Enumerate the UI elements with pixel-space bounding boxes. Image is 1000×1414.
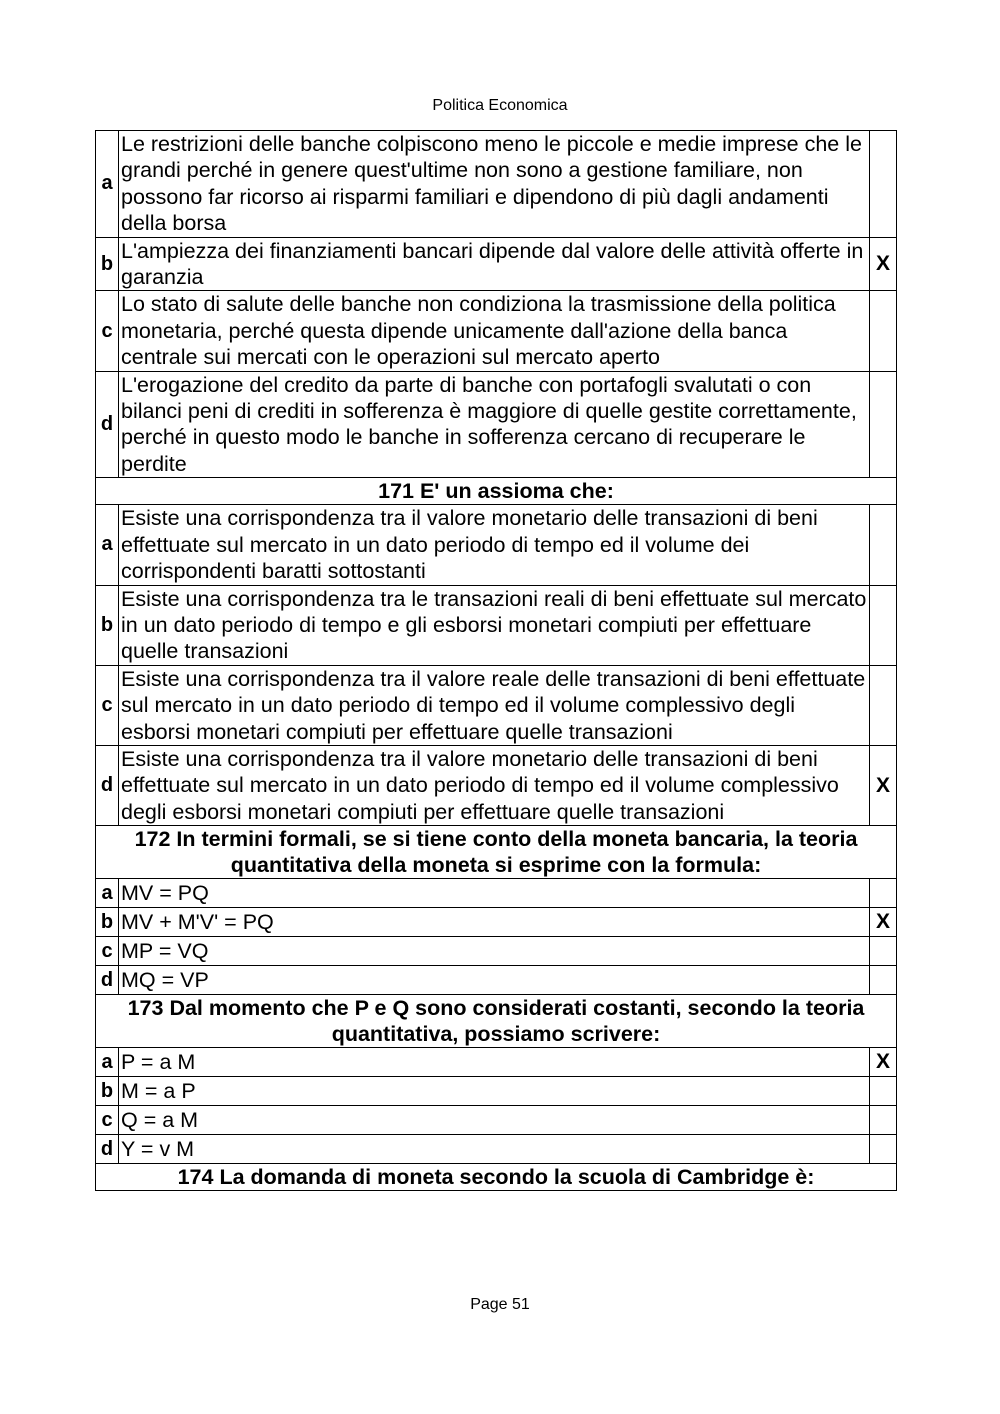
answer-row — [96, 1077, 897, 1106]
answer-letter: b — [96, 585, 119, 665]
correct-answer-mark — [870, 1135, 897, 1164]
answer-row — [96, 937, 897, 966]
correct-answer-mark — [870, 505, 897, 585]
question-row — [96, 478, 897, 505]
answer-text: Esiste una corrispondenza tra le transazioni reali di beni effettuate sul mercato in un dato periodo di tempo e gli esborsi monetari compiuti per effettuare quelle transazioni — [119, 585, 870, 665]
question-row — [96, 1164, 897, 1191]
answer-letter: d — [96, 966, 119, 995]
answer-text: MQ = VP — [119, 966, 870, 995]
answer-text: M = a P — [119, 1077, 870, 1106]
correct-answer-mark: X — [870, 1048, 897, 1077]
answer-letter: b — [96, 1077, 119, 1106]
answer-letter: c — [96, 937, 119, 966]
answer-row — [96, 131, 897, 238]
answer-row — [96, 665, 897, 745]
question-row — [96, 995, 897, 1048]
answer-text: Esiste una corrispondenza tra il valore reale delle transazioni di beni effettuate sul mercato in un dato periodo di tempo ed il volume complessivo degli esborsi monetari compiuti per effettuare quelle transazioni — [119, 665, 870, 745]
correct-answer-mark — [870, 291, 897, 371]
answer-row — [96, 1048, 897, 1077]
correct-answer-mark: X — [870, 908, 897, 937]
answer-row — [96, 371, 897, 478]
answer-row — [96, 879, 897, 908]
correct-answer-mark — [870, 879, 897, 908]
quiz-table — [95, 130, 897, 1191]
answer-row — [96, 1106, 897, 1135]
answer-text: L'erogazione del credito da parte di banche con portafogli svalutati o con bilanci peni di crediti in sofferenza è maggiore di quelle gestite correttamente, perché in questo modo le banche in sofferenza cercano di recuperare le perdite — [119, 371, 870, 478]
answer-letter: a — [96, 131, 119, 238]
answer-letter: b — [96, 237, 119, 291]
answer-row — [96, 237, 897, 291]
correct-answer-mark — [870, 966, 897, 995]
question-text: 173 Dal momento che P e Q sono considerati costanti, secondo la teoria quantitativa, possiamo scrivere: — [96, 995, 897, 1048]
correct-answer-mark — [870, 585, 897, 665]
answer-row — [96, 966, 897, 995]
answer-row — [96, 291, 897, 371]
page-number: Page 51 — [470, 1296, 530, 1313]
answer-row — [96, 745, 897, 825]
answer-letter: c — [96, 291, 119, 371]
question-text: 174 La domanda di moneta secondo la scuola di Cambridge è: — [96, 1164, 897, 1191]
correct-answer-mark — [870, 131, 897, 238]
answer-text: Q = a M — [119, 1106, 870, 1135]
correct-answer-mark: X — [870, 745, 897, 825]
answer-text: Le restrizioni delle banche colpiscono meno le piccole e medie imprese che le grandi perché in genere quest'ultime non sono a gestione familiare, non possono far ricorso ai risparmi familiari e dipendono di più dagli andamenti della borsa — [119, 131, 870, 238]
answer-text: MP = VQ — [119, 937, 870, 966]
correct-answer-mark — [870, 1077, 897, 1106]
answer-row — [96, 908, 897, 937]
answer-row — [96, 585, 897, 665]
correct-answer-mark — [870, 665, 897, 745]
answer-text: MV + M'V' = PQ — [119, 908, 870, 937]
answer-letter: a — [96, 879, 119, 908]
answer-text: L'ampiezza dei finanziamenti bancari dipende dal valore delle attività offerte in garanzia — [119, 237, 870, 291]
question-row — [96, 826, 897, 879]
answer-row — [96, 505, 897, 585]
page-header: Politica Economica — [432, 97, 568, 114]
answer-letter: d — [96, 1135, 119, 1164]
question-text: 171 E' un assioma che: — [96, 478, 897, 505]
answer-letter: a — [96, 1048, 119, 1077]
answer-text: P = a M — [119, 1048, 870, 1077]
answer-letter: c — [96, 1106, 119, 1135]
answer-text: Y = v M — [119, 1135, 870, 1164]
answer-letter: a — [96, 505, 119, 585]
correct-answer-mark: X — [870, 237, 897, 291]
answer-text: Esiste una corrispondenza tra il valore monetario delle transazioni di beni effettuate sul mercato in un dato periodo di tempo ed il volume dei corrispondenti baratti sottostanti — [119, 505, 870, 585]
correct-answer-mark — [870, 1106, 897, 1135]
correct-answer-mark — [870, 371, 897, 478]
answer-letter: d — [96, 745, 119, 825]
quiz-table-body — [96, 131, 897, 1191]
answer-letter: b — [96, 908, 119, 937]
question-text: 172 In termini formali, se si tiene conto della moneta bancaria, la teoria quantitativa della moneta si esprime con la formula: — [96, 826, 897, 879]
answer-letter: c — [96, 665, 119, 745]
answer-text: Esiste una corrispondenza tra il valore monetario delle transazioni di beni effettuate sul mercato in un dato periodo di tempo ed il volume complessivo degli esborsi monetari compiuti per effettuare quelle transazioni — [119, 745, 870, 825]
answer-row — [96, 1135, 897, 1164]
answer-text: Lo stato di salute delle banche non condiziona la trasmissione della politica monetaria, perché questa dipende unicamente dall'azione della banca centrale sui mercati con le operazioni sul mercato aperto — [119, 291, 870, 371]
answer-letter: d — [96, 371, 119, 478]
answer-text: MV = PQ — [119, 879, 870, 908]
correct-answer-mark — [870, 937, 897, 966]
